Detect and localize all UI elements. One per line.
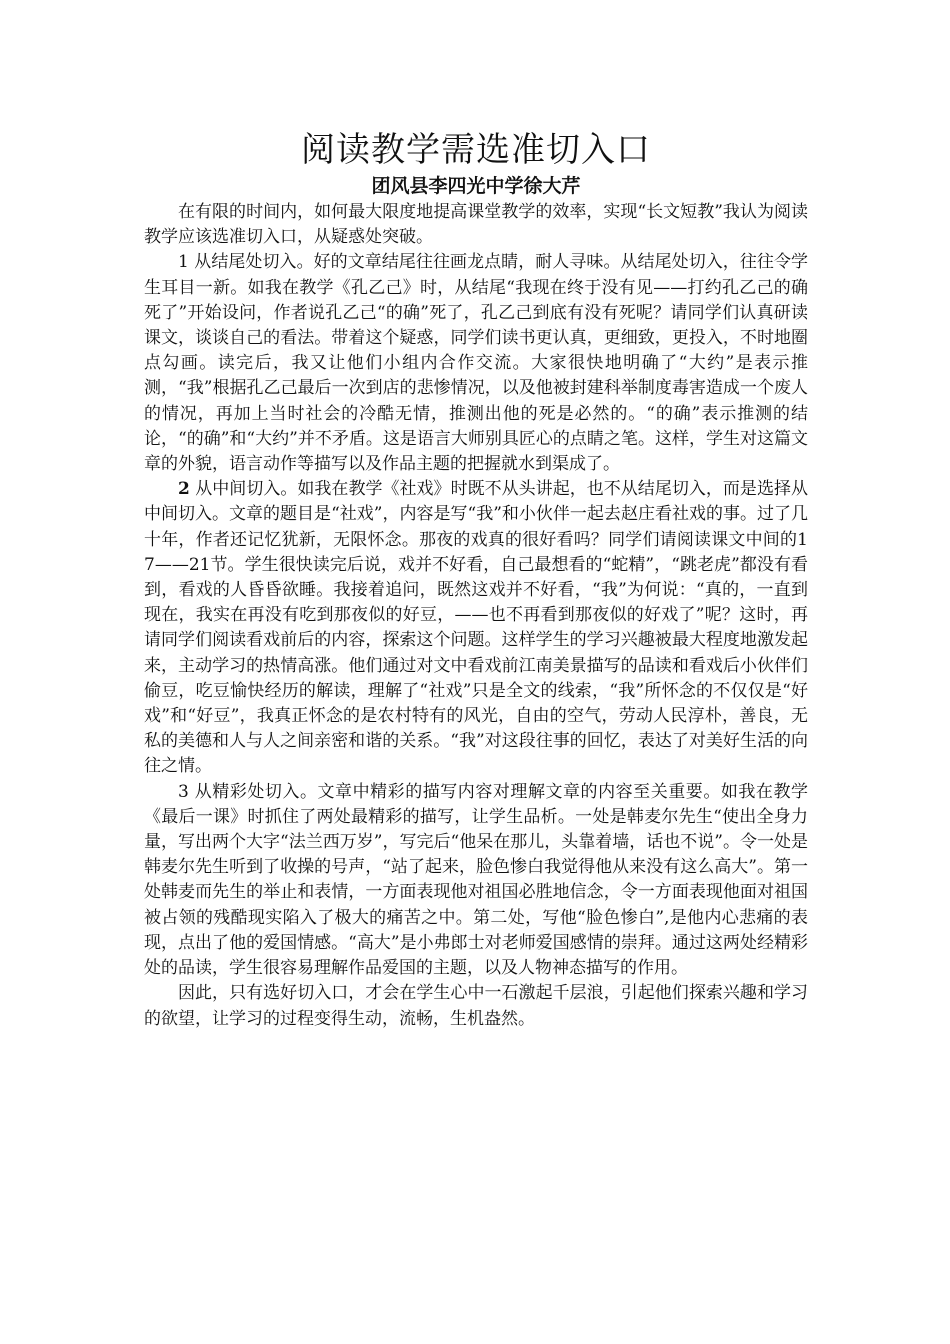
- intro-paragraph: 在有限的时间内，如何最大限度地提高课堂教学的效率，实现“长文短教”我认为阅读教学应该选准切入口，从疑惑处突破。: [144, 202, 808, 248]
- author-line: 团风县李四光中学徐大芹: [371, 175, 581, 197]
- section-1-text: 从结尾处切入。好的文章结尾往往画龙点睛，耐人寻味。从结尾处切入，往往令学生耳目一新。如我在教学《孔乙己》时，从结尾“我现在终于没有见——打约孔乙己的确死了”开始设问，作者说孔乙己“的确”死了，孔乙己到底有没有死呢？请同学们认真研读课文，谈谈自己的看法。带着这个疑惑，同学们读书更认真，更细致，更投入，不时地圈点勾画。读完后，我又让他们小组内合作交流。大家很快地明确了“大约”是表示推测，“我”根据孔乙己最后一次到店的悲惨情况，以及他被封建科举制度毒害造成一个废人的情况，再加上当时社会的冷酷无情，推测出他的死是必然的。“的确”表示推测的结论，“的确”和“大约”并不矛盾。这是语言大师别具匠心的点睛之笔。这样，学生对这篇文章的外貌，语言动作等描写以及作品主题的把握就水到渠成了。: [144, 252, 808, 475]
- section-2-paragraph: [144, 477, 808, 779]
- section-3-paragraph: [144, 780, 808, 982]
- section-2-number: 2: [178, 479, 190, 500]
- document-page: [144, 128, 808, 1032]
- section-3-text: 从精彩处切入。文章中精彩的描写内容对理解文章的内容至关重要。如我在教学《最后一课》时抓住了两处最精彩的描写，让学生品析。一处是韩麦尔先生“使出全身力量，写出两个大字“法兰西万岁”，写完后“他呆在那儿，头靠着墙，话也不说”。令一处是韩麦尔先生听到了收操的号声，“站了起来，脸色惨白我觉得他从来没有这么高大”。第一处韩麦而先生的举止和表情，一方面表现他对祖国必胜地信念，令一方面表现他面对祖国被占领的残酷现实陷入了极大的痛苦之中。第二处，写他“脸色惨白”,是他内心悲痛的表现，点出了他的爱国情感。“高大”是小弗郎士对老师爱国感情的崇拜。通过这两处经精彩处的品读，学生很容易理解作品爱国的主题，以及人物神态描写的作用。: [144, 781, 808, 979]
- section-1-number: 1: [178, 252, 189, 273]
- section-2-text: 从中间切入。如我在教学《社戏》时既不从头讲起，也不从结尾切入，而是选择从中间切入。文章的题目是“社戏”，内容是写“我”和小伙伴一起去赵庄看社戏的事。过了几十年，作者还记忆犹新，无限怀念。那夜的戏真的很好看吗？同学们请阅读课文中间的17——21节。学生很快读完后说，戏并不好看，自己最想看的“蛇精”，“跳老虎”都没有看到，看戏的人昏昏欲睡。我接着追问，既然这戏并不好看，“我”为何说：“真的，一直到现在，我实在再没有吃到那夜似的好豆，——也不再看到那夜似的好戏了”呢？这时，再请同学们阅读看戏前后的内容，探索这个问题。这样学生的学习兴趣被最大程度地激发起来，主动学习的热情高涨。他们通过对文中看戏前江南美景描写的品读和看戏后小伙伴们偷豆，吃豆愉快经历的解读，理解了“社戏”只是全文的线索，“我”所怀念的不仅仅是“好戏”和“好豆”，我真正怀念的是农村特有的风光，自由的空气，劳动人民淳朴，善良，无私的美德和人与人之间亲密和谐的关系。“我”对这段往事的回忆，表达了对美好生活的向往之情。: [144, 479, 808, 777]
- document-title: 阅读教学需选准切入口: [301, 130, 651, 170]
- section-1-paragraph: [144, 250, 808, 477]
- section-3-number: 3: [178, 781, 189, 802]
- conclusion-paragraph: 因此，只有选好切入口，才会在学生心中一石激起千层浪，引起他们探索兴趣和学习的欲望，让学习的过程变得生动，流畅，生机盎然。: [144, 983, 808, 1029]
